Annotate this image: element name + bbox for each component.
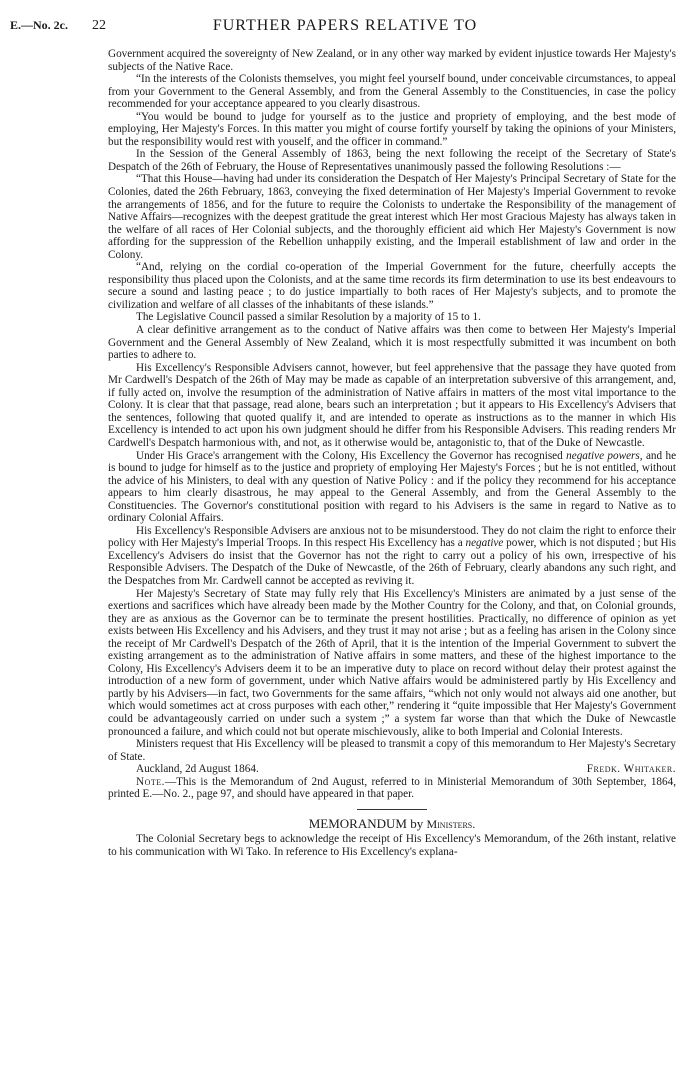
signature-line (108, 763, 676, 776)
note-label: Note. (136, 775, 165, 788)
italic-text: negative powers, (566, 449, 643, 462)
note-text: —This is the Memorandum of 2nd August, referred to in Ministerial Memorandum of 30th September, 1864, printed E.—No. 2., page 97, and should have appeared in that paper. (108, 775, 676, 801)
text-run: and he is bound to judge for himself as to the justice and propriety of employing Her Majesty's Forces ; but he is not entitled, without the advice of his Ministers, to deal with any question of Native Policy : and if the policy they recommend for his acceptance appears to him clearly disastrous, he may appeal to the General Assembly, and from the General Assembly to the Constituencies. The Governor's constitutional position with regard to his Advisers is the same in regard to Native as to ordinary Colonial Affairs. (108, 449, 677, 525)
place-date: Auckland, 2d August 1864. (136, 763, 259, 776)
paragraph: Government acquired the sovereignty of New Zealand, or in any other way marked by evident injustice towards Her Majesty's subjects of the Native Race. (108, 48, 676, 73)
note-paragraph (108, 776, 676, 801)
resolution-paragraph: “That this House—having had under its consideration the Despatch of Her Majesty's Principal Secretary of State for the Colonies, dated the 26th February, 1863, conveying the fixed determination of Her Majesty's Imperial Government to revoke the arrangements of 1856, and for the future to require the Colonists to undertake the Responsibility of the management of Native Affairs—recognizes with the deepest gratitude the great interest which Her most Gracious Majesty has always taken in the welfare of all races of Her Colonial subjects, and the thoroughly efficient aid which Her Majesty's Government is now affording for the suppression of the Rebellion unhappily existing, and the Imperail establishment of law and order in the Colony. (108, 173, 676, 261)
section-heading (108, 815, 676, 831)
memo-authors: Ministers. (426, 816, 476, 831)
signatory-name: Fredk. Whitaker. (586, 763, 676, 776)
running-title: FURTHER PAPERS RELATIVE TO (212, 17, 478, 34)
resolution-paragraph: “And, relying on the cordial co-operation of the Imperial Government for the future, cheerfully accepts the responsibility thus placed upon the Colonists, and at the same time records its firm determination to use its best endeavours to secure a sound and lasting peace ; to do justice impartially to both races of Her Majesty's subjects, and to promote the civilization and welfare of all classes of the inhabitants of these islands.” (108, 261, 676, 311)
text-run: His Excellency's Responsible Advisers are anxious not to be misunderstood. They do not claim the right to enforce their policy with Her Majesty's Imperial Troops. In this respect His Excellency has a (108, 524, 676, 550)
paragraph: The Colonial Secretary begs to acknowledge the receipt of His Excellency's Memorandum, of the 26th instant, relative to his communication with Wi Tako. In reference to His Excellency's explana- (108, 833, 676, 858)
paragraph (108, 450, 676, 525)
paragraph: A clear definitive arrangement as to the conduct of Native affairs was then come to between Her Majesty's Imperial Government and the General Assembly of New Zealand, which it is most respectfully submitted it was incumbent on both parties to adhere to. (108, 324, 676, 362)
paragraph (108, 525, 676, 588)
text-run: Under His Grace's arrangement with the Colony, His Excellency the Governor has recognised (136, 449, 563, 462)
document-reference: E.—No. 2c. (10, 18, 68, 32)
italic-text: negative (465, 537, 504, 550)
memo-by: by (410, 815, 424, 831)
quoted-paragraph: “In the interests of the Colonists themselves, you might feel yourself bound, under conceivable circumstances, to appeal from your Government to the General Assembly, and from the General Assembly to the Constituencies, in case the policy recommended for your acceptance appeared to you clearly disastrous. (108, 73, 676, 111)
paragraph: The Legislative Council passed a similar Resolution by a majority of 15 to 1. (136, 311, 481, 324)
divider (357, 809, 427, 810)
paragraph: Her Majesty's Secretary of State may fully rely that His Excellency's Ministers are animated by a just sense of the exertions and sacrifices which have already been made by the Mother Country for the Colony, and that, on Colonial grounds, they are as anxious as the Governor can be to terminate the present hostilities. Practically, no difference of opinion as yet exists between His Excellency and his Advisers, and they trust it may not arise ; but as a feeling has arisen in the Colony since the receipt of Mr Cardwell's Despatch of the 26th of April, that it is the intention of the Imperial Government to subvert the existing arrangement as to the administration of Native affairs in some matters, and these of the highest importance to the Colony, His Excellency's Advisers deem it to be an imperative duty to place on record without delay their protest against the introduction of a new form of government, under which Native affairs would be administered partly by His Excellency and partly by his Advisers—in fact, two Governments for the same affairs, “which not only would not always aid one another, but which would sometimes act at cross purposes with each other,” rendering it “quite impossible that Her Majesty's Government could be advantageously carried on under such a system ;” a system far worse than that which the Duke of Newcastle pronounced a failure, and which could not but operate mischievously, alike to both Imperial and Colonial Interests. (108, 587, 676, 738)
page-body (108, 48, 676, 858)
text-run: power, which is not disputed ; but His Excellency's Advisers do insist that the Governor has not the right to carry out a policy of his own, irrespective of his Responsible Advisers. The Despatch of the Duke of Newcastle, of the 26th of February, clearly abandons any such right, and the Despatches from Mr. Cardwell cannot be accepted as reviving it. (108, 537, 677, 587)
page-number: 22 (92, 18, 106, 33)
paragraph: Ministers request that His Excellency will be pleased to transmit a copy of this memorandum to Her Majesty's Secretary of State. (108, 738, 676, 763)
quoted-paragraph: “You would be bound to judge for yourself as to the justice and propriety of employing, and the best mode of employing, Her Majesty's Forces. In this matter you might of course fortify yourself by taking the opinions of your Ministers, but the responsibility would rest with youself, and the officer in command.” (108, 110, 676, 148)
paragraph: His Excellency's Responsible Advisers cannot, however, but feel apprehensive that the passage they have quoted from Mr Cardwell's Despatch of the 26th of May may be made as capable of an interpretation subversive of this arrangement, and, if fully acted on, involve the resumption of the administration of Native affairs in matters of the most vital importance to the Colony. It is clear that that passage, read alone, bears such an interpretation ; but it appears to His Excellency's Advisers that the sentences, following that quoted qualify it, and are intended to operate as instructions as to the manner in which His Excellency is intended to act upon his own judgment should he differ from his Responsible Advisers. This reading renders Mr Cardwell's Despatch harmonious with, and not, as it otherwise would be, antagonistic to, that of the Duke of Newcastle. (108, 361, 676, 449)
paragraph: In the Session of the General Assembly of 1863, being the next following the receipt of the Secretary of State's Despatch of the 26th of February, the House of Representatives unanimously passed the following Resolutions :— (108, 148, 676, 173)
page-header (10, 18, 680, 38)
memo-title: MEMORANDUM (308, 815, 407, 831)
